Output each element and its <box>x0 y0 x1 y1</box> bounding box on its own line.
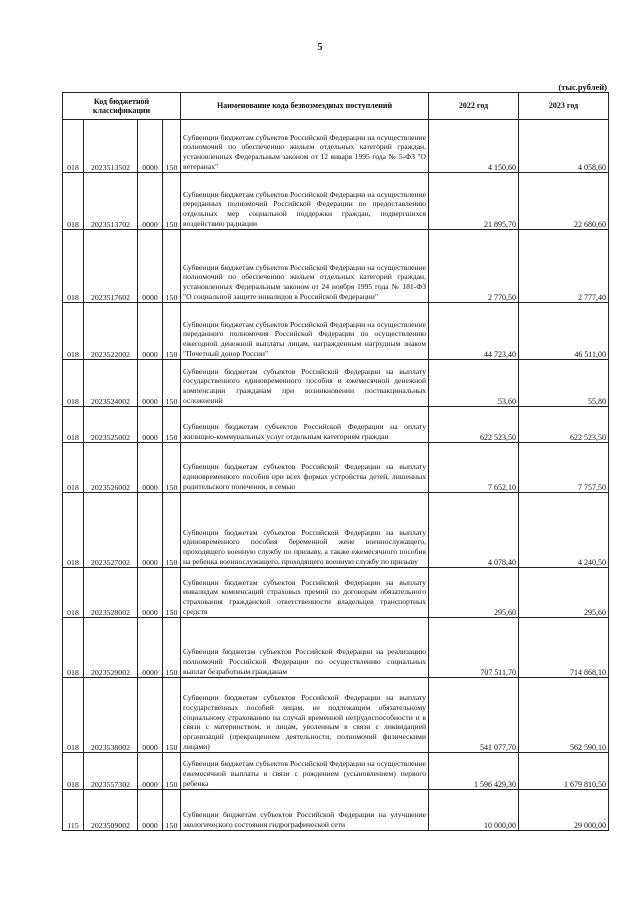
revenue-code-cell: 2023538002 <box>84 678 138 753</box>
revenue-code-cell: 2023526002 <box>84 443 138 493</box>
revenue-name-cell: Субвенции бюджетам субъектов Российской Федерации на оплату жилищно-коммунальных услуг отдельным категориям граждан <box>181 407 429 443</box>
program-code-cell: 0000 <box>138 120 163 173</box>
table-row <box>63 568 609 618</box>
amount-2022-cell: 4 150,60 <box>429 120 519 173</box>
amount-2023-cell: 4 058,60 <box>519 120 609 173</box>
economic-code-cell: 150 <box>163 360 181 407</box>
admin-code-cell: 018 <box>63 173 84 230</box>
admin-code-cell: 018 <box>63 443 84 493</box>
program-code-cell: 0000 <box>138 303 163 360</box>
table-row <box>63 493 609 568</box>
amount-2022-cell: 2 770,50 <box>429 230 519 303</box>
amount-2023-cell: 295,60 <box>519 568 609 618</box>
amount-2022-cell: 295,60 <box>429 568 519 618</box>
revenue-name-cell: Субвенции бюджетам субъектов Российской Федерации на осуществление ежемесячной выплаты в связи с рождением (усыновлением) первого ребенка <box>181 753 429 790</box>
page-number: 5 <box>317 42 323 53</box>
revenue-code-cell: 2023528002 <box>84 568 138 618</box>
economic-code-cell: 150 <box>163 493 181 568</box>
amount-2022-cell: 10 000,00 <box>429 790 519 831</box>
economic-code-cell: 150 <box>163 568 181 618</box>
table-row <box>63 303 609 360</box>
header-year-2022: 2022 год <box>429 93 519 120</box>
program-code-cell: 0000 <box>138 678 163 753</box>
economic-code-cell: 150 <box>163 173 181 230</box>
cell-mark: . <box>604 813 607 822</box>
revenue-code-cell: 2023517602 <box>84 230 138 303</box>
admin-code-cell: 018 <box>63 407 84 443</box>
economic-code-cell: 150 <box>163 790 181 831</box>
amount-2023-cell: 622 523,50 <box>519 407 609 443</box>
amount-2022-cell: 53,60 <box>429 360 519 407</box>
amount-2022-cell: 4 078,40 <box>429 493 519 568</box>
program-code-cell: 0000 <box>138 173 163 230</box>
program-code-cell: 0000 <box>138 493 163 568</box>
revenue-code-cell: 2023527002 <box>84 493 138 568</box>
revenue-code-cell: 2023525002 <box>84 407 138 443</box>
table-row <box>63 120 609 173</box>
admin-code-cell: 018 <box>63 120 84 173</box>
table-row <box>63 360 609 407</box>
amount-2022-cell: 1 596 429,30 <box>429 753 519 790</box>
economic-code-cell: 150 <box>163 618 181 678</box>
revenue-name-cell: Субвенции бюджетам субъектов Российской Федерации на осуществление переданного полномочия Российской Федерации по осуществлению ежегодной денежной выплаты лицам, награжденным нагрудным знаком "Почетный донор России" <box>181 303 429 360</box>
admin-code-cell: 018 <box>63 678 84 753</box>
economic-code-cell: 150 <box>163 230 181 303</box>
economic-code-cell: 150 <box>163 303 181 360</box>
revenue-code-cell: 2023513502 <box>84 120 138 173</box>
economic-code-cell: 150 <box>163 443 181 493</box>
table-row <box>63 678 609 753</box>
economic-code-cell: 150 <box>163 120 181 173</box>
admin-code-cell: 115 <box>63 790 84 831</box>
amount-2023-cell: 7 757,50 <box>519 443 609 493</box>
revenue-name-cell: Субвенции бюджетам субъектов Российской Федерации на реализацию полномочий Российской Федерации по осуществлению социальных выплат безработным гражданам <box>181 618 429 678</box>
program-code-cell: 0000 <box>138 618 163 678</box>
revenue-code-cell: 2023509002 <box>84 790 138 831</box>
revenue-name-cell: Субвенции бюджетам субъектов Российской Федерации на улучшение экологического состояния гидрографической сети <box>181 790 429 831</box>
amount-2023-cell: 1 679 810,50 <box>519 753 609 790</box>
amount-2022-cell: 622 523,50 <box>429 407 519 443</box>
revenue-code-cell: 2023529002 <box>84 618 138 678</box>
table-row <box>63 790 609 831</box>
table-row <box>63 443 609 493</box>
header-name: Наименование кода безвозмездных поступлений <box>181 93 429 120</box>
revenue-name-cell: Субвенции бюджетам субъектов Российской Федерации на выплату единовременного пособия беременной жене военнослужащего, проходящего военную службу по призыву, а также ежемесячного пособия на ребенка военнослужащего, проходящего военную службу по призыву <box>181 493 429 568</box>
amount-2023-cell: 562 590,10 <box>519 678 609 753</box>
table-row <box>63 173 609 230</box>
revenue-name-cell: Субвенции бюджетам субъектов Российской Федерации на осуществление полномочий по обеспечению жильем отдельных категорий граждан, установленных Федеральным законом от 24 ноября 1995 года № 181-ФЗ "О социальной защите инвалидов в Российской Федерации" <box>181 230 429 303</box>
revenue-code-cell: 2023557302 <box>84 753 138 790</box>
budget-table <box>62 92 609 831</box>
revenue-name-cell: Субвенции бюджетам субъектов Российской Федерации на осуществление переданных полномочий Российской Федерации по предоставлению отдельных мер социальной поддержки граждан, подвергшихся воздействию радиации <box>181 173 429 230</box>
table-row <box>63 230 609 303</box>
units-label: (тыс.рублей) <box>558 82 607 92</box>
revenue-name-cell: Субвенции бюджетам субъектов Российской Федерации на осуществление полномочий по обеспечению жильем отдельных категорий граждан, установленных Федеральным законом от 12 января 1995 года № 5-ФЗ "О ветеранах" <box>181 120 429 173</box>
revenue-code-cell: 2023522002 <box>84 303 138 360</box>
program-code-cell: 0000 <box>138 443 163 493</box>
table-row <box>63 618 609 678</box>
amount-2022-cell: 541 077,70 <box>429 678 519 753</box>
admin-code-cell: 018 <box>63 230 84 303</box>
admin-code-cell: 018 <box>63 493 84 568</box>
revenue-code-cell: 2023513702 <box>84 173 138 230</box>
program-code-cell: 0000 <box>138 790 163 831</box>
table-row <box>63 753 609 790</box>
admin-code-cell: 018 <box>63 568 84 618</box>
amount-2022-cell: 7 652,10 <box>429 443 519 493</box>
amount-2023-cell: 4 240,50 <box>519 493 609 568</box>
amount-2023-cell: 46 511,00 <box>519 303 609 360</box>
admin-code-cell: 018 <box>63 360 84 407</box>
amount-2023-cell <box>519 790 609 831</box>
program-code-cell: 0000 <box>138 568 163 618</box>
cell-value: 29 000,00 <box>574 821 607 830</box>
program-code-cell: 0000 <box>138 360 163 407</box>
admin-code-cell: 018 <box>63 753 84 790</box>
revenue-name-cell: Субвенции бюджетам субъектов Российской Федерации на выплату единовременного пособия при всех формах устройства детей, лишенных родительского попечения, в семью <box>181 443 429 493</box>
header-year-2023: 2023 год <box>519 93 609 120</box>
program-code-cell: 0000 <box>138 230 163 303</box>
revenue-name-cell: Субвенции бюджетам субъектов Российской Федерации на выплату инвалидам компенсаций страховых премий по договорам обязательного страхования гражданской ответственности владельцев транспортных средств <box>181 568 429 618</box>
economic-code-cell: 150 <box>163 407 181 443</box>
table-header-row <box>63 93 609 120</box>
economic-code-cell: 150 <box>163 678 181 753</box>
amount-2022-cell: 707 511,70 <box>429 618 519 678</box>
amount-2022-cell: 21 895,70 <box>429 173 519 230</box>
revenue-code-cell: 2023524002 <box>84 360 138 407</box>
admin-code-cell: 018 <box>63 303 84 360</box>
amount-2023-cell: 714 868,10 <box>519 618 609 678</box>
admin-code-cell: 018 <box>63 618 84 678</box>
program-code-cell: 0000 <box>138 753 163 790</box>
amount-2023-cell: 22 680,60 <box>519 173 609 230</box>
revenue-name-cell: Субвенции бюджетам субъектов Российской Федерации на выплату государственного единовременного пособия и ежемесячной денежной компенсации гражданам при возникновении поствакцинальных осложнений <box>181 360 429 407</box>
program-code-cell: 0000 <box>138 407 163 443</box>
header-code: Код бюджетной классификации <box>63 93 181 120</box>
revenue-name-cell: Субвенции бюджетам субъектов Российской Федерации на выплату государственных пособий лицам, не подлежащим обязательному социальному страхованию на случай временной нетрудоспособности и в связи с материнством, и лицам, уволенным в связи с ликвидацией организаций (прекращением деятельности, полномочий физическими лицами) <box>181 678 429 753</box>
amount-2022-cell: 44 723,40 <box>429 303 519 360</box>
table-row <box>63 407 609 443</box>
economic-code-cell: 150 <box>163 753 181 790</box>
amount-2023-cell: 55,80 <box>519 360 609 407</box>
amount-2023-cell: 2 777,40 <box>519 230 609 303</box>
